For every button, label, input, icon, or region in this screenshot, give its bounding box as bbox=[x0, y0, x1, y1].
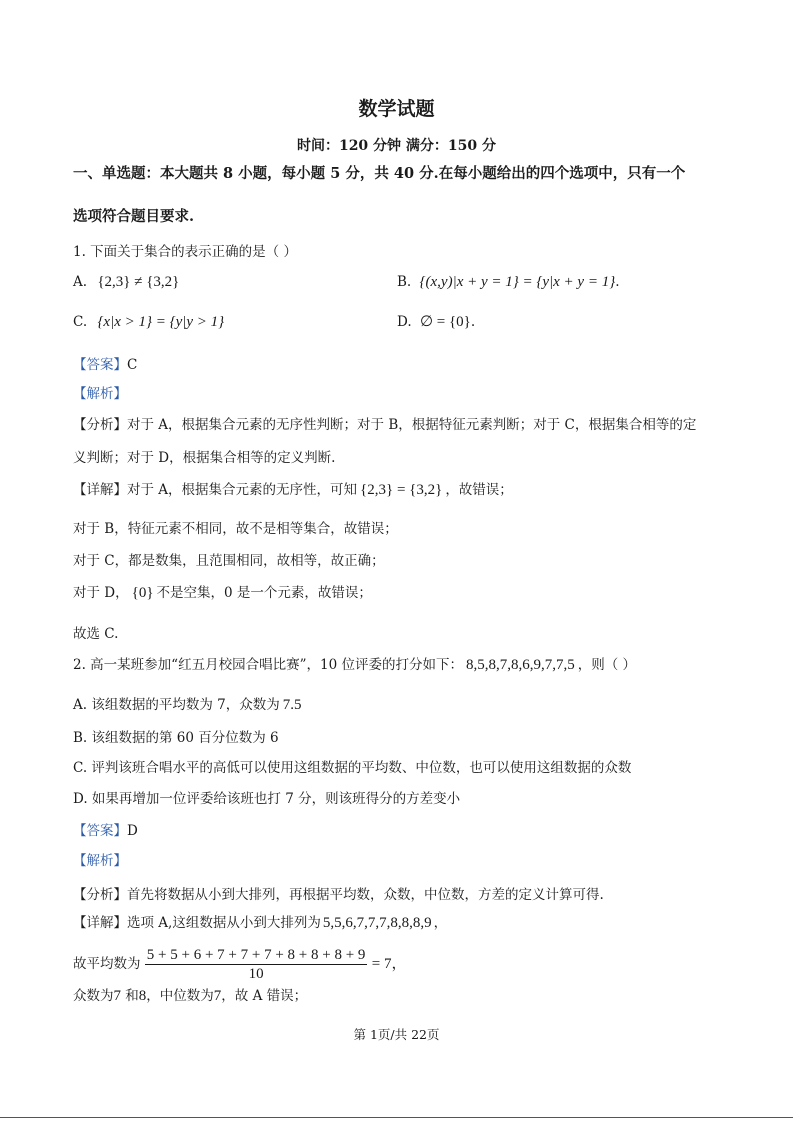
q1-stem: 1. 下面关于集合的表示正确的是（ ） bbox=[73, 244, 297, 260]
q1-option-b-end: . bbox=[615, 274, 620, 290]
q1-xiangjie-tag: 【详解】 bbox=[73, 482, 127, 498]
q2-mean-fraction bbox=[145, 946, 368, 983]
q2-mean-denominator: 10 bbox=[248, 966, 264, 982]
q2-xj3-mid1: 和 bbox=[121, 988, 139, 1004]
q2-xj3-mid2: ，中位数为 bbox=[146, 988, 214, 1004]
q2-mean-numerator: 5 + 5 + 6 + 7 + 7 + 7 + 8 + 8 + 8 + 9 bbox=[146, 947, 366, 963]
page-number: 第 1页/共 22页 bbox=[353, 1027, 440, 1042]
q1-xj4-post: 不是空集，0 是一个元素，故错误； bbox=[156, 585, 372, 601]
q1-option-b-math: {(x,y)|x + y = 1} = {y|x + y = 1} bbox=[419, 274, 616, 290]
q1-fenxi-line1 bbox=[73, 416, 696, 434]
q2-xj3-pre: 众数为 bbox=[73, 988, 114, 1004]
q1-analysis-heading bbox=[73, 385, 127, 403]
q2-xj2-pre: 故平均数为 bbox=[73, 956, 141, 972]
q1-option-a-math: {2,3} ≠ {3,2} bbox=[97, 274, 180, 290]
q1-xiangjie-line3: 对于 C，都是数集，且范围相同，故相等，故正确； bbox=[73, 553, 385, 569]
q2-xj3-m1: 7 bbox=[113, 988, 121, 1004]
q1-option-b bbox=[397, 273, 620, 291]
q2-stem-math: 8,5,8,7,8,6,9,7,7,5 bbox=[465, 657, 575, 673]
q1-option-a bbox=[73, 273, 179, 291]
q2-stem bbox=[73, 656, 636, 674]
q2-stem-pre: 2. 高一某班参加“红五月校园合唱比赛”，10 位评委的打分如下： bbox=[73, 657, 463, 673]
q1-xj4-math: {0} bbox=[131, 585, 154, 601]
q2-option-a-math: 7.5 bbox=[282, 697, 302, 713]
section-heading-line1: 一、单选题：本大题共 8 小题，每小题 5 分，共 40 分.在每小题给出的四个选项中，只有一个 bbox=[73, 165, 686, 182]
q2-answer-value: D bbox=[127, 823, 138, 839]
q2-xj3-m2: 8 bbox=[138, 988, 147, 1004]
q1-option-c-math: {x|x > 1} = {y|y > 1} bbox=[97, 314, 225, 330]
q1-option-d-math: ∅ = {0} bbox=[419, 314, 471, 330]
q2-analysis-tag: 【解析】 bbox=[73, 853, 127, 869]
q2-fenxi bbox=[73, 886, 604, 904]
q2-fenxi-text: 首先将数据从小到大排列，再根据平均数，众数，中位数，方差的定义计算可得. bbox=[127, 887, 604, 903]
q1-option-d bbox=[397, 313, 475, 331]
q1-option-c-label: C. bbox=[73, 314, 88, 330]
q1-xj1-pre: 对于 A，根据集合元素的无序性，可知 bbox=[127, 482, 358, 498]
page-title: 数学试题 bbox=[358, 98, 435, 120]
q2-xj1-pre: 选项 A,这组数据从小到大排列为 bbox=[127, 915, 321, 931]
q1-xiangjie-line2: 对于 B，特征元素不相同，故不是相等集合，故错误； bbox=[73, 521, 398, 537]
q2-xj3-m3: 7 bbox=[213, 988, 222, 1004]
section-heading-line2: 选项符合题目要求. bbox=[73, 208, 195, 225]
q2-option-b: B. 该组数据的第 60 百分位数为 6 bbox=[73, 730, 279, 746]
q1-fenxi-text1: 对于 A，根据集合元素的无序性判断；对于 B，根据特征元素判断；对于 C，根据集合相等的定 bbox=[127, 417, 697, 433]
q2-option-a-text: A. 该组数据的平均数为 7，众数为 bbox=[73, 697, 280, 713]
bottom-divider bbox=[0, 1117, 793, 1118]
q2-xiangjie-line2 bbox=[73, 944, 406, 984]
q2-xj1-math: 5,5,6,7,7,7,8,8,8,9 bbox=[322, 915, 432, 931]
q1-answer-value: C bbox=[127, 357, 138, 373]
q1-xiangjie-line4 bbox=[73, 584, 372, 602]
q2-option-c: C. 评判该班合唱水平的高低可以使用这组数据的平均数、中位数，也可以使用这组数据的众数 bbox=[73, 760, 632, 776]
q2-answer-tag: 【答案】 bbox=[73, 823, 127, 839]
q1-option-d-label: D. bbox=[397, 314, 412, 330]
q2-option-a bbox=[73, 696, 301, 714]
q1-xiangjie-line1 bbox=[73, 481, 513, 499]
q2-answer bbox=[73, 822, 138, 840]
q1-option-c bbox=[73, 313, 224, 331]
q2-xj2-post: = 7， bbox=[371, 956, 407, 972]
q2-analysis-heading bbox=[73, 852, 127, 870]
q1-option-b-label: B. bbox=[397, 274, 412, 290]
q2-option-d: D. 如果再增加一位评委给该班也打 7 分，则该班得分的方差变小 bbox=[73, 791, 461, 807]
q2-xiangjie-line1 bbox=[73, 914, 447, 932]
q2-stem-post: ，则（ ） bbox=[577, 657, 636, 673]
q1-fenxi-tag: 【分析】 bbox=[73, 417, 127, 433]
q2-fenxi-tag: 【分析】 bbox=[73, 887, 127, 903]
q1-answer-tag: 【答案】 bbox=[73, 357, 127, 373]
q1-option-a-label: A. bbox=[73, 274, 88, 290]
q2-xiangjie-line3 bbox=[73, 987, 307, 1005]
q1-xj1-post: ，故错误； bbox=[445, 482, 513, 498]
exam-info: 时间：120 分钟 满分：150 分 bbox=[296, 138, 497, 154]
q2-xj1-post: ， bbox=[433, 915, 448, 931]
q1-fenxi-line2: 义判断；对于 D，根据集合相等的定义判断. bbox=[73, 450, 336, 466]
q1-analysis-tag: 【解析】 bbox=[73, 386, 127, 402]
q2-xiangjie-tag: 【详解】 bbox=[73, 915, 127, 931]
q1-xj1-math: {2,3} = {3,2} bbox=[360, 482, 443, 498]
q1-answer bbox=[73, 356, 137, 374]
q1-xj4-pre: 对于 D， bbox=[73, 585, 129, 601]
q2-xj3-post: ，故 A 错误； bbox=[221, 988, 308, 1004]
q1-conclusion: 故选 C. bbox=[73, 626, 119, 642]
q1-option-d-end: . bbox=[470, 314, 476, 330]
